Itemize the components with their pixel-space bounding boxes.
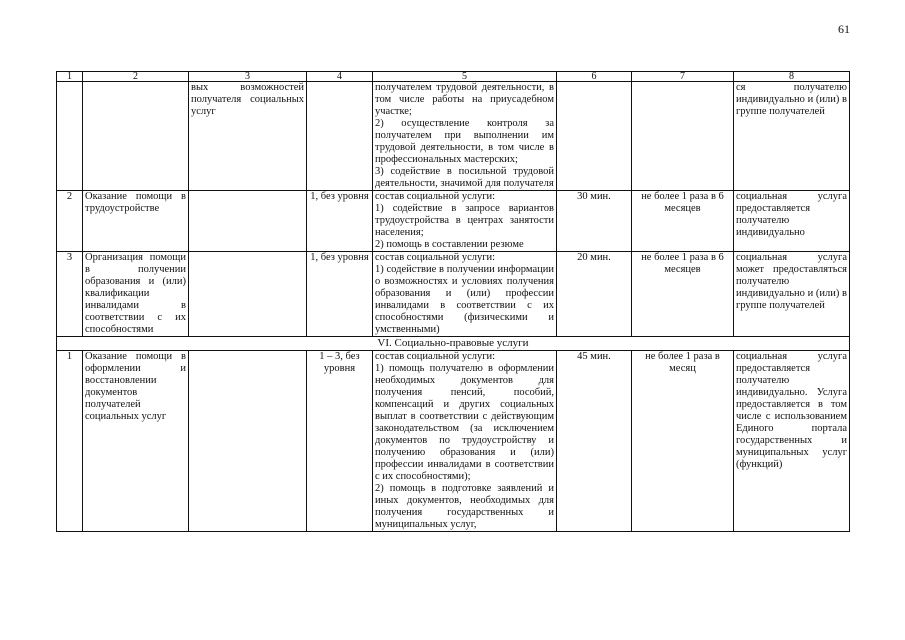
content-line: получателем трудовой деятельности, в том числе работы на приусадебном участке; (375, 82, 554, 117)
page-number: 61 (838, 22, 850, 36)
service-time (557, 82, 632, 191)
service-name (83, 82, 189, 191)
content-line: состав социальной услуги: (375, 351, 496, 362)
content-line: 1) содействие в получении информации о возможностях и условиях получения образования и (или) профессии инвалидами в соответствии с их способностями (физическими и умственными) (375, 264, 554, 335)
service-description: вых возможностей получателя социальных услуг (189, 82, 307, 191)
service-content (373, 252, 557, 337)
table-row (57, 351, 850, 532)
header-cell: 4 (307, 72, 373, 82)
service-name: Оказание помощи в оформлении и восстановлении документов получателей социальных услуг (83, 351, 189, 532)
service-frequency: не более 1 раза в месяц (632, 351, 734, 532)
service-level: 1 – 3, без уровня (307, 351, 373, 532)
service-frequency: не более 1 раза в 6 месяцев (632, 252, 734, 337)
content-line: состав социальной услуги: (375, 191, 496, 202)
service-content (373, 351, 557, 532)
service-description (189, 191, 307, 252)
service-time: 30 мин. (557, 191, 632, 252)
service-name: Организация помощи в получении образования и (или) квалификации инвалидами в соответствии с их способностями (83, 252, 189, 337)
table-row (57, 191, 850, 252)
section-title: VI. Социально-правовые услуги (57, 337, 850, 351)
row-number (57, 82, 83, 191)
table-row (57, 252, 850, 337)
services-table (56, 71, 850, 532)
service-content (373, 82, 557, 191)
service-notes: социальная услуга предоставляется получателю индивидуально (734, 191, 850, 252)
column-number-row (57, 72, 850, 82)
service-notes: социальная услуга может предоставляться получателю индивидуально и (или) в группе получателей (734, 252, 850, 337)
service-frequency (632, 82, 734, 191)
service-notes: социальная услуга предоставляется получателю индивидуально. Услуга предоставляется в том числе с использованием Единого портала государственных и муниципальных услуг (функций) (734, 351, 850, 532)
content-line: 1) содействие в запросе вариантов трудоустройства в центрах занятости населения; (375, 203, 554, 238)
section-row (57, 337, 850, 351)
service-level: 1, без уровня (307, 252, 373, 337)
header-cell: 3 (189, 72, 307, 82)
content-line: 1) помощь получателю в оформлении необходимых документов для получения пенсий, пособий, компенсаций и других социальных выплат в соответствии с действующим законодательством (за исключением документов по трудоустройству и получению образования и (или) профессии инвалидами в соответствии с их способностями); (375, 363, 554, 482)
service-description (189, 351, 307, 532)
header-cell: 6 (557, 72, 632, 82)
content-line: состав социальной услуги: (375, 252, 496, 263)
service-frequency: не более 1 раза в 6 месяцев (632, 191, 734, 252)
service-level: 1, без уровня (307, 191, 373, 252)
service-notes: ся получателю индивидуально и (или) в группе получателей (734, 82, 850, 191)
service-time: 45 мин. (557, 351, 632, 532)
service-description (189, 252, 307, 337)
content-line: 3) содействие в посильной трудовой деятельности, значимой для получателя (375, 166, 554, 189)
content-line: 2) помощь в подготовке заявлений и иных документов, необходимых для получения государственных и муниципальных услуг, (375, 483, 554, 530)
header-cell: 5 (373, 72, 557, 82)
table-row (57, 82, 850, 191)
service-level (307, 82, 373, 191)
service-time: 20 мин. (557, 252, 632, 337)
header-cell: 7 (632, 72, 734, 82)
content-line: 2) осуществление контроля за получателем при выполнении им трудовой деятельности, в том числе в профессиональных мастерских; (375, 118, 554, 165)
row-number: 1 (57, 351, 83, 532)
header-cell: 1 (57, 72, 83, 82)
header-cell: 8 (734, 72, 850, 82)
service-content (373, 191, 557, 252)
row-number: 2 (57, 191, 83, 252)
content-line: 2) помощь в составлении резюме (375, 239, 524, 250)
header-cell: 2 (83, 72, 189, 82)
service-name: Оказание помощи в трудоустройстве (83, 191, 189, 252)
row-number: 3 (57, 252, 83, 337)
